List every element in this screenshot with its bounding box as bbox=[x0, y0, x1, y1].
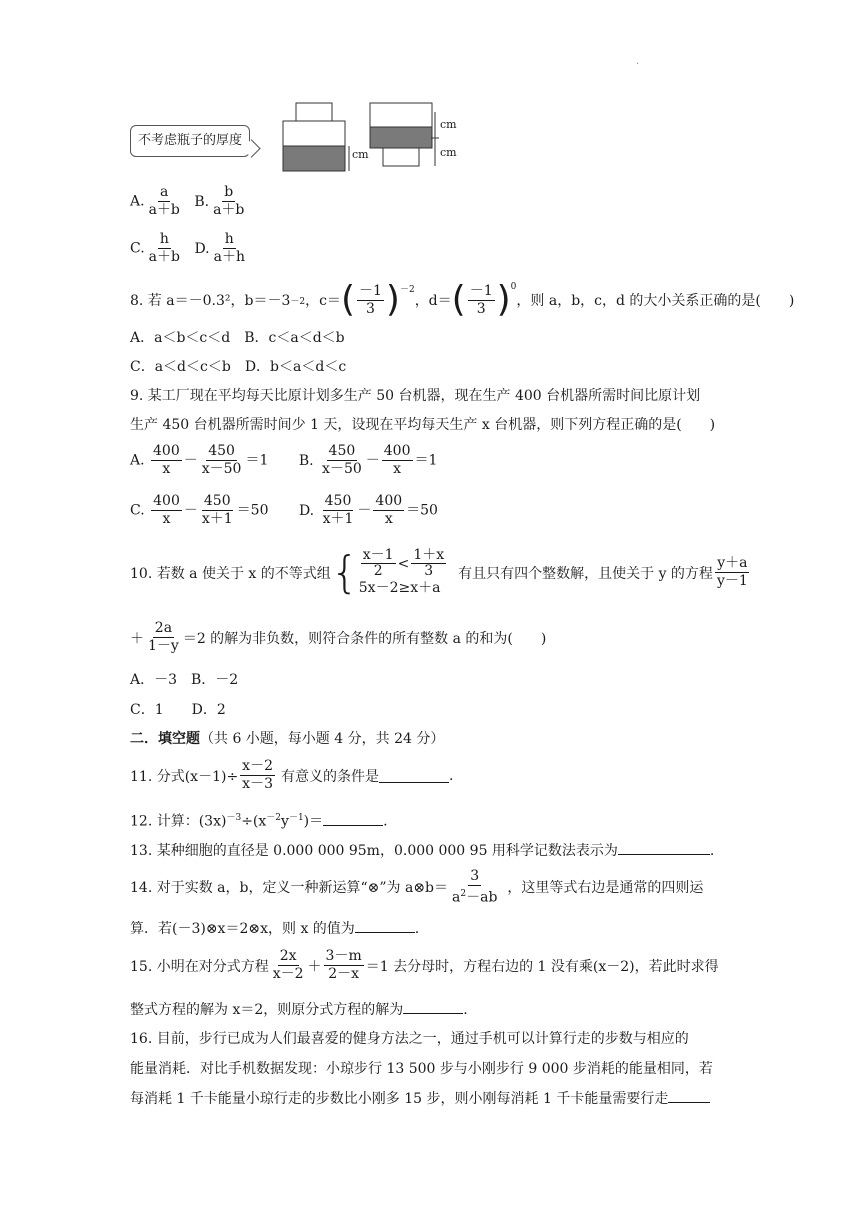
q12-answer-blank[interactable] bbox=[323, 811, 383, 826]
q14-stem-line1: 14. 对于实数 a，b，定义一种新运算“⊗”为 a⊗b＝ $\frac{3}{a^2-ab}$ ，这里等式右边是通常的四则运 bbox=[130, 868, 704, 906]
q9-option-d-label: D. bbox=[298, 502, 315, 519]
q9-options-ab: A. $\frac{400}{x}$ － $\frac{450}{x-50}$ ＝1 B. $\frac{450}{x-50}$ － $\frac{400}{x}$ ＝1 bbox=[130, 443, 438, 477]
q9-option-c-label: C. bbox=[130, 502, 145, 519]
q7-option-a-label: A. bbox=[130, 193, 145, 210]
q11-fraction: $\frac{x-2}{x-3}$ bbox=[242, 758, 273, 792]
q9-option-b-label: B. bbox=[298, 452, 314, 469]
q8-options-ab: A．a＜b＜c＜d B．c＜a＜d＜b bbox=[130, 330, 345, 346]
q7-option-b-fraction: $\frac{b}{a+b}$ bbox=[213, 184, 245, 218]
q9-option-a-fraction-2: $\frac{450}{x-50}$ bbox=[201, 443, 242, 477]
section-title: 二．填空题 bbox=[130, 731, 200, 747]
q9-option-c-fraction-1: $\frac{400}{x}$ bbox=[153, 493, 180, 527]
q16-stem-line2: 能量消耗．对比手机数据发现：小琼步行 13 500 步与小刚步行 9 000 步消耗的能量相同，若 bbox=[130, 1061, 713, 1077]
q10-equation-fraction: $\frac{y+a}{y-1}$ bbox=[716, 555, 748, 589]
q12-stem: 12. 计算：$(3x)^{-3}\div(x^{-2}y^{-1})=$ . bbox=[130, 810, 388, 831]
header-dot: . bbox=[636, 56, 640, 67]
section-note: （共 6 小题，每小题 4 分，共 24 分） bbox=[200, 731, 445, 747]
right-bottle-neck bbox=[383, 148, 419, 166]
q9-options-cd: C. $\frac{400}{x}$ － $\frac{450}{x+1}$ ＝50 D. $\frac{450}{x+1}$ － $\frac{400}{x}$ ＝50 bbox=[130, 493, 438, 527]
q8-c-left-paren: ( bbox=[340, 279, 355, 320]
q10-stem-line2: ＋ $\frac{2a}{1-y}$ ＝2 的解为非负数，则符合条件的所有整数 a 的和为( ) bbox=[130, 620, 547, 654]
q7-options-ab bbox=[130, 184, 248, 219]
bottom-cm-label: cm bbox=[440, 146, 457, 159]
q10-inequality-system: $\frac{x-1}{2}$ < $\frac{1+x}{3}$ 5x－2≥x＋a bbox=[359, 548, 448, 597]
q8-stem: 8. 若 a＝－0.3²，b＝－3 －2 ，c＝ ( $\frac{-1}{3}$ ) －2 ，d＝ ( $\frac{-1}{3}$ ) 0 ，则 a，b，c，d 的大小关系正确的是( ) bbox=[130, 279, 795, 320]
q9-option-a-label: A. bbox=[130, 452, 145, 469]
q9-option-d-fraction-1: $\frac{450}{x+1}$ bbox=[322, 493, 354, 527]
q15-stem-line1: 15. 小明在对分式方程 $\frac{2x}{x-2}$ ＋ $\frac{3-m}{2-x}$ ＝1 去分母时，方程右边的 1 没有乘(x－2)，若此时求得 bbox=[130, 948, 719, 982]
left-bottle-liquid bbox=[283, 146, 345, 171]
bottle-figure bbox=[275, 98, 475, 178]
q15-answer-blank[interactable] bbox=[403, 999, 463, 1014]
q9-option-b-fraction-2: $\frac{400}{x}$ bbox=[383, 443, 411, 477]
q9-stem-line2: 生产 450 台机器所需时间少 1 天，设现在平均每天生产 x 台机器，则下列方程正确的是( ) bbox=[130, 417, 716, 433]
q13-stem: 13. 某种细胞的直径是 0.000 000 95m，0.000 000 95 用科学记数法表示为 . bbox=[130, 840, 714, 860]
q10-equation-fraction-2: $\frac{2a}{1-y}$ bbox=[148, 620, 179, 654]
q7-option-c-label: C. bbox=[130, 240, 145, 257]
q8-d-fraction: $\frac{-1}{3}$ bbox=[469, 282, 493, 317]
q9-option-a-fraction-1: $\frac{400}{x}$ bbox=[153, 443, 180, 477]
q14-fraction: $\frac{3}{a^2-ab}$ bbox=[452, 868, 498, 906]
q10-ineq1-right: $\frac{1+x}{3}$ bbox=[413, 547, 445, 579]
q11-answer-blank[interactable] bbox=[379, 768, 449, 783]
q8-d-left-paren: ( bbox=[451, 279, 466, 320]
q8-c-fraction: $\frac{-1}{3}$ bbox=[358, 282, 382, 317]
q10-ineq2: 5x－2≥x＋a bbox=[358, 580, 441, 596]
q16-stem-line3: 每消耗 1 千卡能量小琼行走的步数比小刚多 15 步，则小刚每消耗 1 千卡能量需要行走 bbox=[130, 1088, 710, 1108]
q15-stem-line2: 整式方程的解为 x＝2，则原分式方程的解为 . bbox=[130, 999, 468, 1019]
q9-option-b-fraction-1: $\frac{450}{x-50}$ bbox=[322, 443, 362, 477]
q8-c-right-paren: ) bbox=[385, 279, 400, 320]
q7-options-cd bbox=[130, 231, 249, 266]
q15-fraction-2: $\frac{3-m}{2-x}$ bbox=[325, 948, 362, 982]
right-bottle-liquid bbox=[370, 127, 432, 148]
q8-d-right-paren: ) bbox=[496, 279, 511, 320]
q9-option-c-fraction-2: $\frac{450}{x+1}$ bbox=[201, 493, 233, 527]
q10-options-cd: C．1 D．2 bbox=[130, 702, 226, 718]
q8-options-cd: C．a＜d＜c＜b D．b＜a＜d＜c bbox=[130, 359, 347, 375]
figure-note-callout: 不考虑瓶子的厚度 bbox=[130, 125, 250, 157]
left-cm-label: cm bbox=[352, 148, 369, 161]
q15-fraction-1: $\frac{2x}{x-2}$ bbox=[272, 948, 304, 982]
q10-ineq1-left: $\frac{x-1}{2}$ bbox=[362, 547, 394, 579]
q11-stem: 11. 分式(x－1)÷ $\frac{x-2}{x-3}$ 有意义的条件是 . bbox=[130, 758, 454, 792]
q7-option-d-fraction: $\frac{h}{a+h}$ bbox=[213, 231, 245, 265]
section-fill-in-heading bbox=[130, 728, 444, 748]
left-bottle-neck bbox=[296, 103, 332, 121]
q14-stem-line2: 算．若(－3)⊗x＝2⊗x，则 x 的值为 . bbox=[130, 918, 419, 938]
q16-stem-line1: 16. 目前，步行已成为人们最喜爱的健身方法之一，通过手机可以计算行走的步数与相应的 bbox=[130, 1031, 689, 1047]
q9-stem-line1: 9. 某工厂现在平均每天比原计划多生产 50 台机器，现在生产 400 台机器所需时间比原计划 bbox=[130, 388, 701, 404]
q7-option-b-label: B. bbox=[194, 193, 210, 210]
top-cm-label: cm bbox=[440, 118, 457, 131]
q9-option-d-fraction-2: $\frac{400}{x}$ bbox=[375, 493, 403, 527]
q10-system-brace: { bbox=[330, 546, 359, 598]
q7-option-a-fraction: $\frac{a}{a+b}$ bbox=[148, 184, 180, 218]
q10-options-ab: A．－3 B．－2 bbox=[130, 672, 239, 688]
q7-option-c-fraction: $\frac{h}{a+b}$ bbox=[148, 231, 180, 265]
q16-answer-blank[interactable] bbox=[668, 1088, 710, 1103]
q13-answer-blank[interactable] bbox=[618, 840, 710, 855]
q7-option-d-label: D. bbox=[194, 240, 210, 257]
q14-answer-blank[interactable] bbox=[355, 918, 415, 933]
q10-stem-line1: 10. 若数 a 使关于 x 的不等式组 { $\frac{x-1}{2}$ < $\frac{1+x}{3}$ 5x－2≥x＋a 有且只有四个整数解，且使关于 y 的方程 $\frac{y+a}{y-1}$ bbox=[130, 546, 748, 598]
